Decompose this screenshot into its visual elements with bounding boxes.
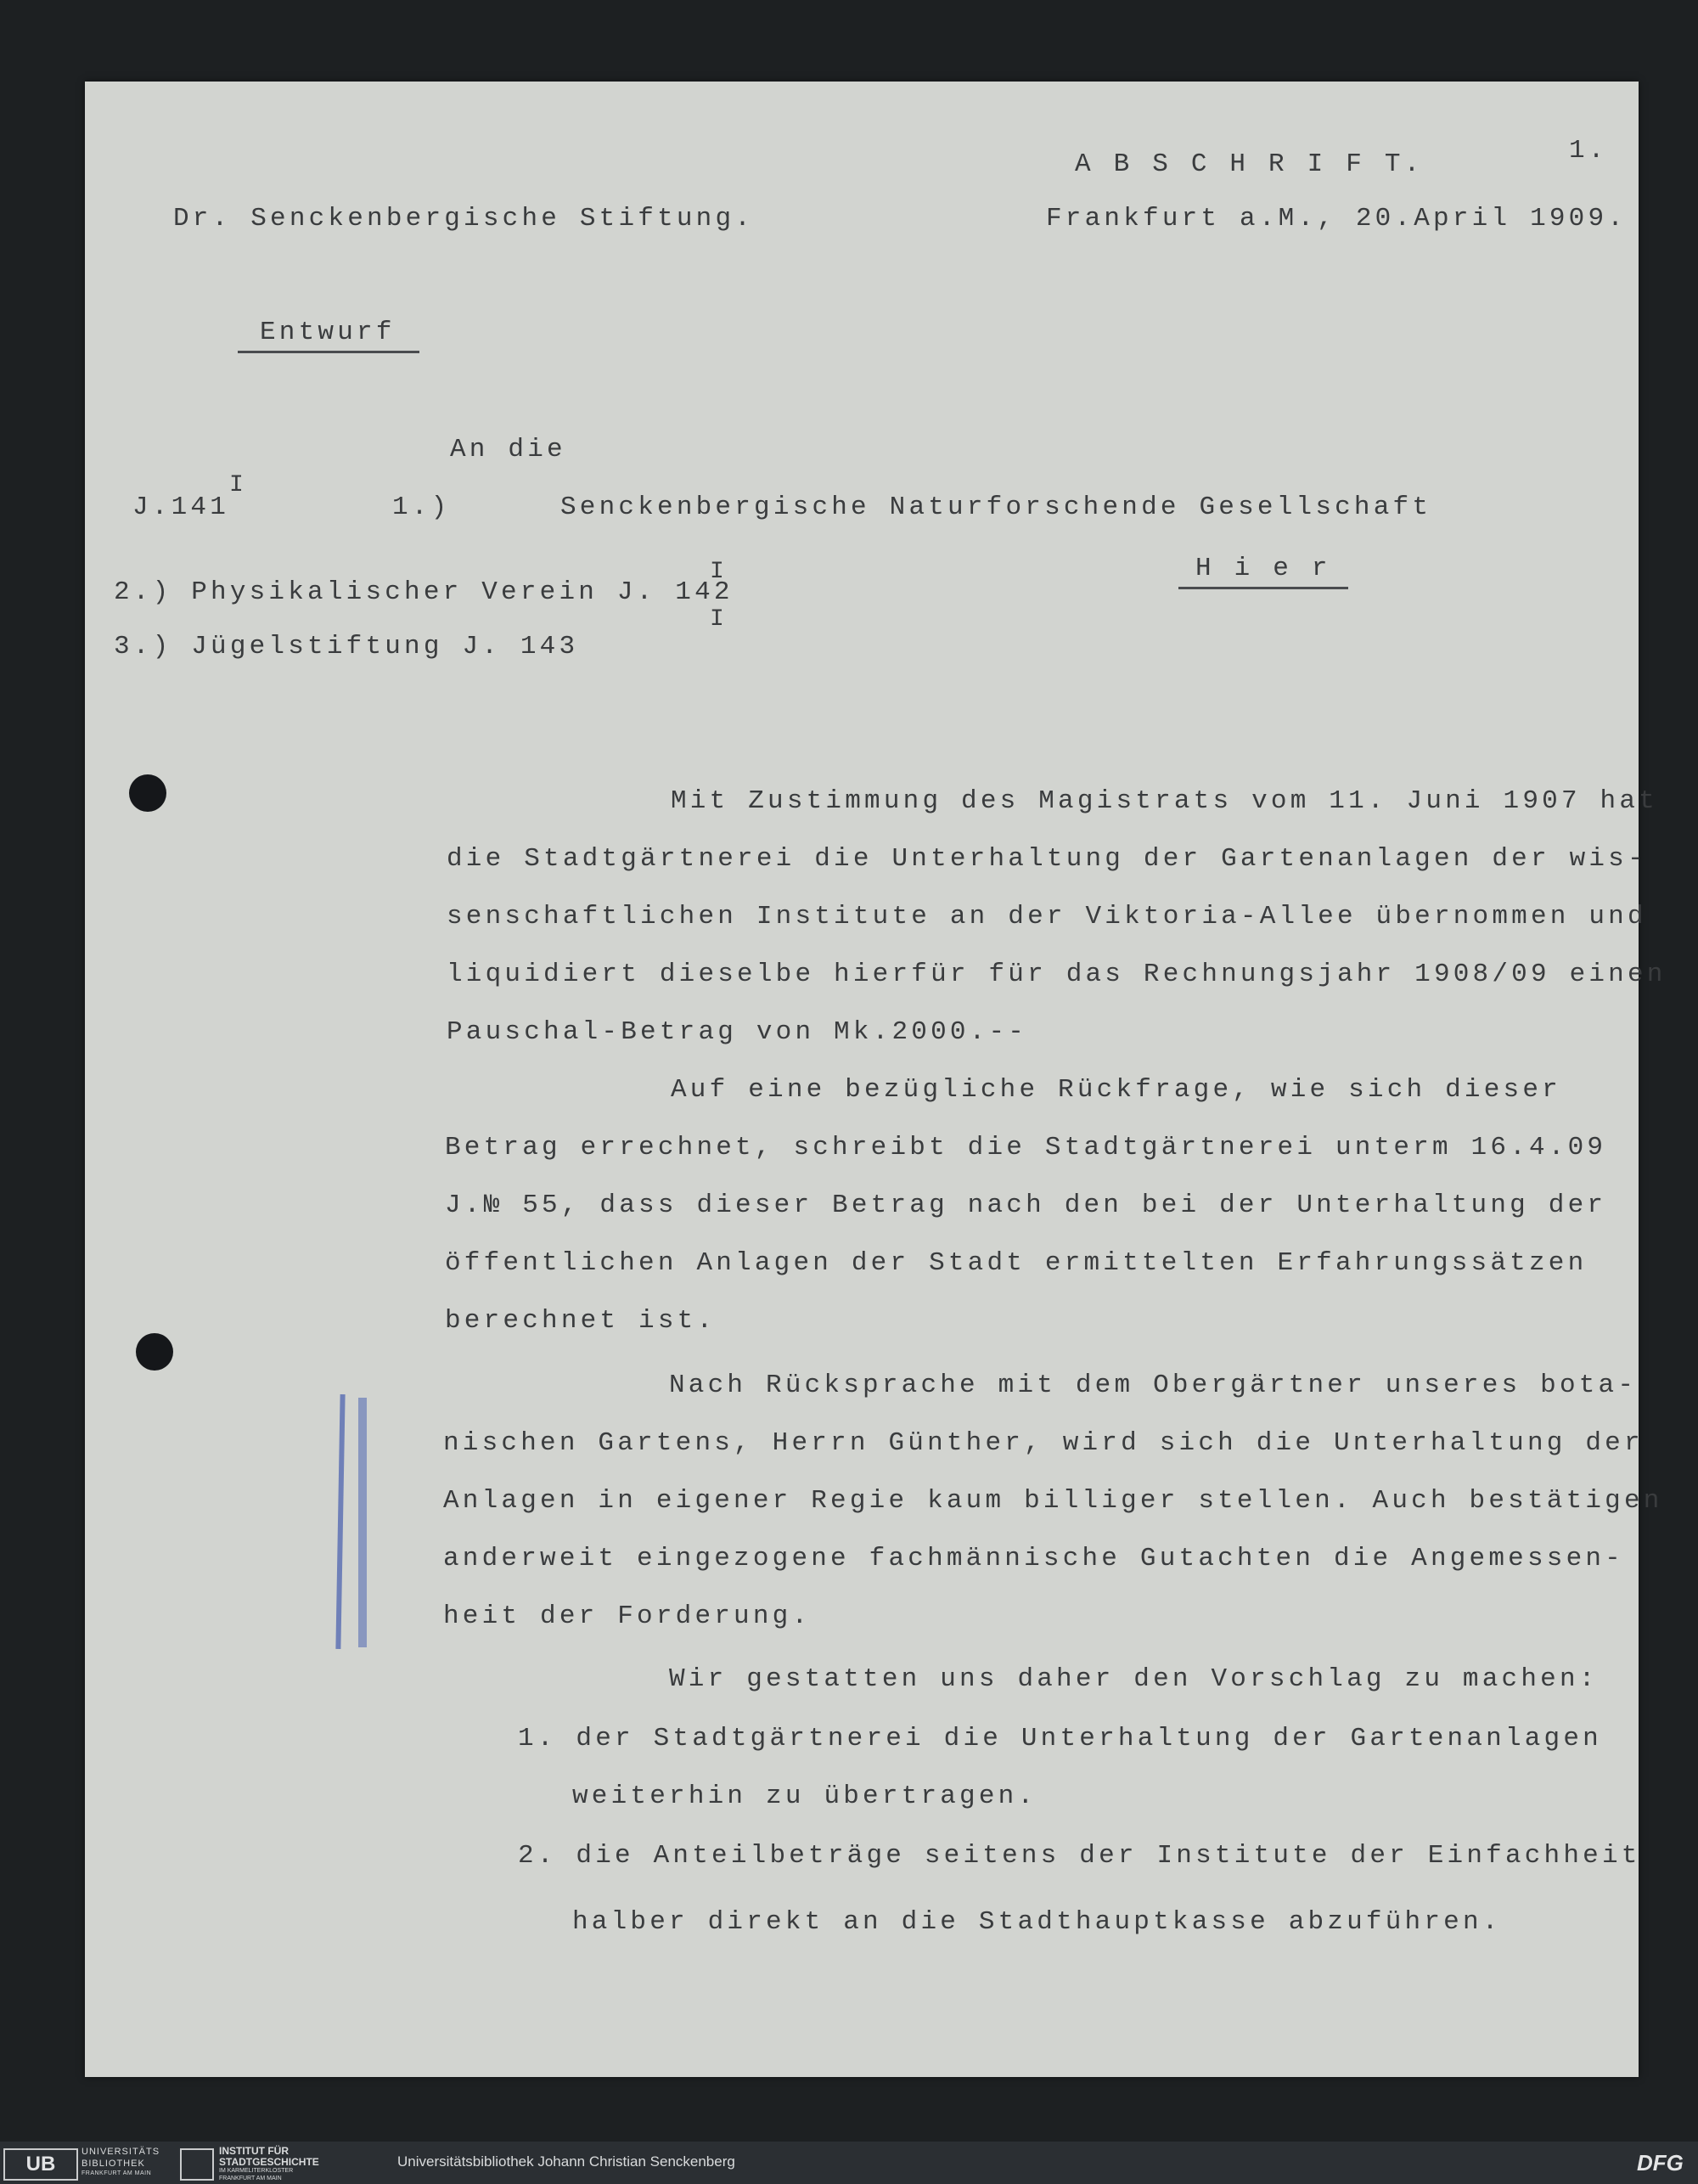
ub-logo	[3, 2148, 78, 2181]
sender: Dr. Senckenbergische Stiftung.	[173, 204, 755, 234]
an-die: An die	[450, 435, 566, 464]
document-page	[85, 82, 1667, 2077]
body-line: die Stadtgärtnerei die Unterhaltung der Gartenanlagen der wis-	[447, 844, 1647, 874]
margin-pencil-mark-2	[358, 1398, 367, 1647]
abschrift-heading: A B S C H R I F T.	[1075, 149, 1424, 179]
isg-text-2: STADTGESCHICHTE	[219, 2156, 319, 2168]
body-line: heit der Forderung.	[443, 1601, 812, 1631]
reference-1-superscript: I	[229, 472, 244, 498]
dfg-logo: DFG	[1637, 2150, 1684, 2176]
hier-label: H i e r	[1178, 555, 1348, 589]
recipient-1: Senckenbergische Naturforschende Gesellschaft	[560, 493, 1432, 522]
reference-1: J.141	[132, 493, 230, 522]
body-line: Wir gestatten uns daher den Vorschlag zu machen:	[669, 1664, 1599, 1694]
margin-pencil-mark	[335, 1394, 345, 1649]
body-line: senschaftlichen Institute an der Viktoria-Allee übernommen und	[447, 902, 1647, 932]
body-line: liquidiert dieselbe hierfür für das Rechnungsjahr 1908/09 einen	[447, 960, 1667, 989]
entwurf-label: Entwurf	[238, 319, 419, 353]
body-line: Pauschal-Betrag von Mk.2000.--	[447, 1017, 1028, 1047]
recipient-3: 3.) Jügelstiftung J. 143	[114, 632, 579, 661]
recipient-2-superscript: I	[710, 559, 724, 585]
body-line: anderweit eingezogene fachmännische Gutachten die Angemessen-	[443, 1544, 1624, 1573]
recipient-2: 2.) Physikalischer Verein J. 142	[114, 577, 734, 607]
recipient-3-superscript: I	[710, 606, 724, 633]
body-line: Auf eine bezügliche Rückfrage, wie sich dieser	[671, 1075, 1561, 1105]
body-line: nischen Gartens, Herrn Günther, wird sich die Unterhaltung der	[443, 1428, 1644, 1458]
place-date: Frankfurt a.M., 20.April 1909.	[1046, 204, 1628, 234]
isg-text-1: INSTITUT FÜR	[219, 2145, 289, 2157]
page-number: 1.	[1569, 136, 1608, 166]
isg-text-3: IM KARMELITERKLOSTER	[219, 2168, 294, 2174]
ub-text-3: FRANKFURT AM MAIN	[82, 2170, 152, 2176]
ub-text-2: BIBLIOTHEK	[82, 2159, 145, 2169]
body-line: Betrag errechnet, schreibt die Stadtgärtnerei unterm 16.4.09	[445, 1133, 1607, 1162]
body-line: Nach Rücksprache mit dem Obergärtner unseres bota-	[669, 1371, 1638, 1400]
item-1-number: 1.)	[392, 493, 451, 522]
punch-hole-top	[129, 774, 166, 812]
body-line: Anlagen in eigener Regie kaum billiger stellen. Auch bestätigen	[443, 1486, 1663, 1516]
ub-text-1: UNIVERSITÄTS	[82, 2147, 160, 2157]
isg-logo-icon	[180, 2148, 214, 2181]
body-line: berechnet ist.	[445, 1306, 717, 1336]
list-item-2-cont: halber direkt an die Stadthauptkasse abzuführen.	[572, 1907, 1502, 1937]
body-line: J.№ 55, dass dieser Betrag nach den bei der Unterhaltung der	[445, 1191, 1607, 1220]
isg-text-4: FRANKFURT AM MAIN	[219, 2176, 282, 2181]
footer-bar	[0, 2142, 1698, 2184]
punch-hole-bottom	[136, 1333, 173, 1371]
list-item-2: 2. die Anteilbeträge seitens der Institute der Einfachheit	[518, 1841, 1641, 1871]
body-line: Mit Zustimmung des Magistrats vom 11. Juni 1907 hat	[671, 786, 1658, 816]
list-item-1-cont: weiterhin zu übertragen.	[572, 1782, 1037, 1811]
body-line: öffentlichen Anlagen der Stadt ermittelten Erfahrungssätzen	[445, 1248, 1588, 1278]
ub-logo-text: UB	[25, 2153, 56, 2176]
list-item-1: 1. der Stadtgärtnerei die Unterhaltung der Gartenanlagen	[518, 1724, 1602, 1753]
library-name: Universitätsbibliothek Johann Christian Senckenberg	[397, 2153, 735, 2170]
